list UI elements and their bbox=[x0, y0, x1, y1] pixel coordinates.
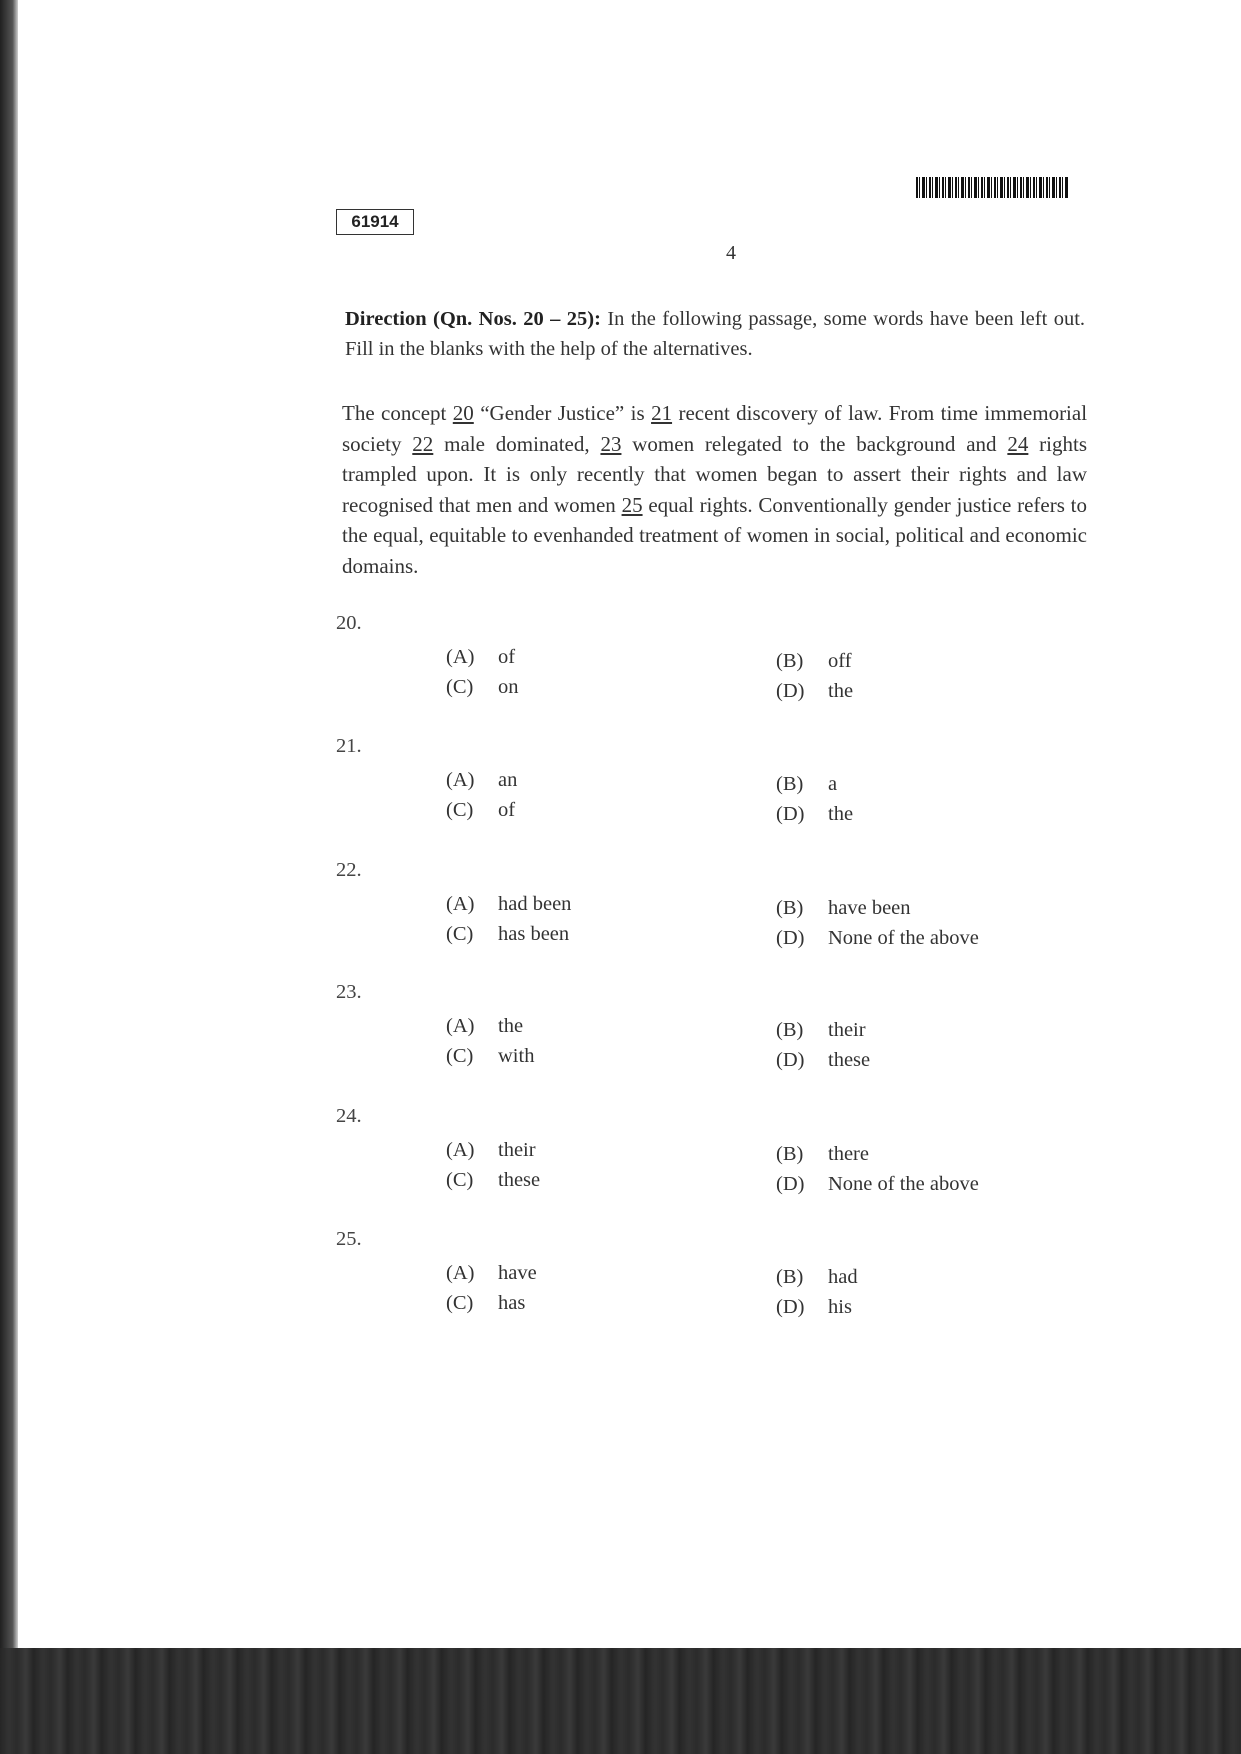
option-letter: (D) bbox=[776, 680, 805, 702]
option-c[interactable] bbox=[446, 676, 519, 699]
passage-paragraph bbox=[342, 398, 1087, 581]
option-text: a bbox=[828, 773, 838, 795]
page-number: 4 bbox=[726, 242, 736, 264]
option-b[interactable] bbox=[776, 773, 837, 796]
option-d[interactable] bbox=[776, 803, 853, 826]
question-25 bbox=[336, 1228, 1096, 1338]
option-a[interactable] bbox=[446, 1015, 523, 1038]
option-text: has bbox=[498, 1292, 526, 1314]
option-text: on bbox=[498, 676, 519, 698]
option-text: of bbox=[498, 799, 516, 821]
option-letter: (C) bbox=[446, 1292, 474, 1314]
paper-code-box: 61914 bbox=[336, 209, 414, 235]
blank-20: 20 bbox=[452, 401, 474, 425]
option-d[interactable] bbox=[776, 1296, 852, 1319]
option-letter: (A) bbox=[446, 646, 475, 668]
question-number: 23. bbox=[336, 981, 362, 1003]
option-text: the bbox=[828, 803, 854, 825]
question-number: 20. bbox=[336, 612, 362, 634]
option-text: his bbox=[828, 1296, 852, 1318]
option-c[interactable] bbox=[446, 1045, 534, 1068]
blank-23: 23 bbox=[600, 431, 622, 456]
question-20 bbox=[336, 612, 1096, 722]
question-number: 22. bbox=[336, 859, 362, 881]
barcode-image bbox=[916, 177, 1068, 198]
passage-text: women relegated to the background and bbox=[632, 431, 997, 456]
passage-text: The concept bbox=[342, 401, 447, 425]
option-text: an bbox=[498, 769, 518, 791]
option-text: have been bbox=[828, 897, 911, 919]
exam-page bbox=[18, 0, 1241, 1650]
passage-text: male dominated, bbox=[444, 431, 590, 456]
option-letter: (B) bbox=[776, 1143, 804, 1165]
option-letter: (A) bbox=[446, 769, 475, 791]
direction-block bbox=[345, 304, 1085, 364]
option-b[interactable] bbox=[776, 1019, 866, 1042]
question-number: 21. bbox=[336, 735, 362, 757]
option-letter: (D) bbox=[776, 1049, 805, 1071]
option-text: had been bbox=[498, 893, 572, 915]
question-number: 24. bbox=[336, 1105, 362, 1127]
option-a[interactable] bbox=[446, 1262, 537, 1285]
option-text: there bbox=[828, 1143, 869, 1165]
option-letter: (C) bbox=[446, 1169, 474, 1191]
option-letter: (B) bbox=[776, 773, 804, 795]
option-text: with bbox=[498, 1045, 535, 1067]
option-letter: (B) bbox=[776, 1019, 804, 1041]
option-b[interactable] bbox=[776, 1266, 858, 1289]
option-text: their bbox=[828, 1019, 866, 1041]
option-a[interactable] bbox=[446, 646, 515, 669]
option-text: the bbox=[498, 1015, 524, 1037]
option-letter: (A) bbox=[446, 1139, 475, 1161]
option-b[interactable] bbox=[776, 897, 911, 920]
option-c[interactable] bbox=[446, 1292, 525, 1315]
question-21 bbox=[336, 735, 1096, 845]
option-text: these bbox=[828, 1049, 871, 1071]
option-letter: (A) bbox=[446, 893, 475, 915]
option-letter: (D) bbox=[776, 927, 805, 949]
option-text: the bbox=[828, 680, 854, 702]
option-text: their bbox=[498, 1139, 536, 1161]
blank-24: 24 bbox=[1007, 431, 1029, 456]
option-d[interactable] bbox=[776, 927, 979, 950]
option-letter: (B) bbox=[776, 1266, 804, 1288]
option-letter: (D) bbox=[776, 803, 805, 825]
option-a[interactable] bbox=[446, 769, 517, 792]
passage-text: “Gender Justice” is bbox=[480, 401, 645, 425]
question-23 bbox=[336, 981, 1096, 1091]
scan-edge-bottom bbox=[0, 1648, 1241, 1754]
option-letter: (A) bbox=[446, 1262, 475, 1284]
direction-text: In the following passage, some words have been left out. Fill in the blanks with the help of the alternatives. bbox=[345, 308, 1086, 360]
option-letter: (D) bbox=[776, 1173, 805, 1195]
scan-edge-left bbox=[0, 0, 18, 1650]
option-text: has been bbox=[498, 923, 570, 945]
option-letter: (B) bbox=[776, 650, 804, 672]
option-letter: (B) bbox=[776, 897, 804, 919]
option-text: had bbox=[828, 1266, 858, 1288]
option-a[interactable] bbox=[446, 1139, 536, 1162]
option-letter: (C) bbox=[446, 1045, 474, 1067]
direction-label: Direction (Qn. Nos. 20 – 25): bbox=[345, 308, 601, 330]
option-text: these bbox=[498, 1169, 541, 1191]
option-d[interactable] bbox=[776, 1049, 870, 1072]
option-c[interactable] bbox=[446, 923, 569, 946]
blank-22: 22 bbox=[412, 431, 434, 456]
option-d[interactable] bbox=[776, 680, 853, 703]
option-a[interactable] bbox=[446, 893, 571, 916]
option-c[interactable] bbox=[446, 1169, 540, 1192]
option-d[interactable] bbox=[776, 1173, 979, 1196]
question-number: 25. bbox=[336, 1228, 362, 1250]
passage-text: rights trampled upon. It is only recently that women began to assert their rights and law recognised that men and women bbox=[342, 431, 1088, 517]
option-text: of bbox=[498, 646, 516, 668]
option-letter: (C) bbox=[446, 799, 474, 821]
option-letter: (D) bbox=[776, 1296, 805, 1318]
blank-21: 21 bbox=[651, 401, 673, 425]
option-text: None of the above bbox=[828, 927, 979, 949]
option-text: off bbox=[828, 650, 852, 672]
option-text: have bbox=[498, 1262, 537, 1284]
passage-text: equal rights. Conventionally gender justice refers to the equal, equitable to evenhanded treatment of women in social, political and economic domains. bbox=[342, 492, 1088, 578]
passage-text: recent discovery of law. From time immemorial society bbox=[342, 401, 1088, 456]
question-22 bbox=[336, 859, 1096, 969]
option-b[interactable] bbox=[776, 1143, 869, 1166]
option-letter: (C) bbox=[446, 676, 474, 698]
option-letter: (A) bbox=[446, 1015, 475, 1037]
blank-25: 25 bbox=[621, 492, 643, 517]
option-b[interactable] bbox=[776, 650, 852, 673]
question-24 bbox=[336, 1105, 1096, 1215]
option-text: None of the above bbox=[828, 1173, 979, 1195]
option-letter: (C) bbox=[446, 923, 474, 945]
option-c[interactable] bbox=[446, 799, 515, 822]
